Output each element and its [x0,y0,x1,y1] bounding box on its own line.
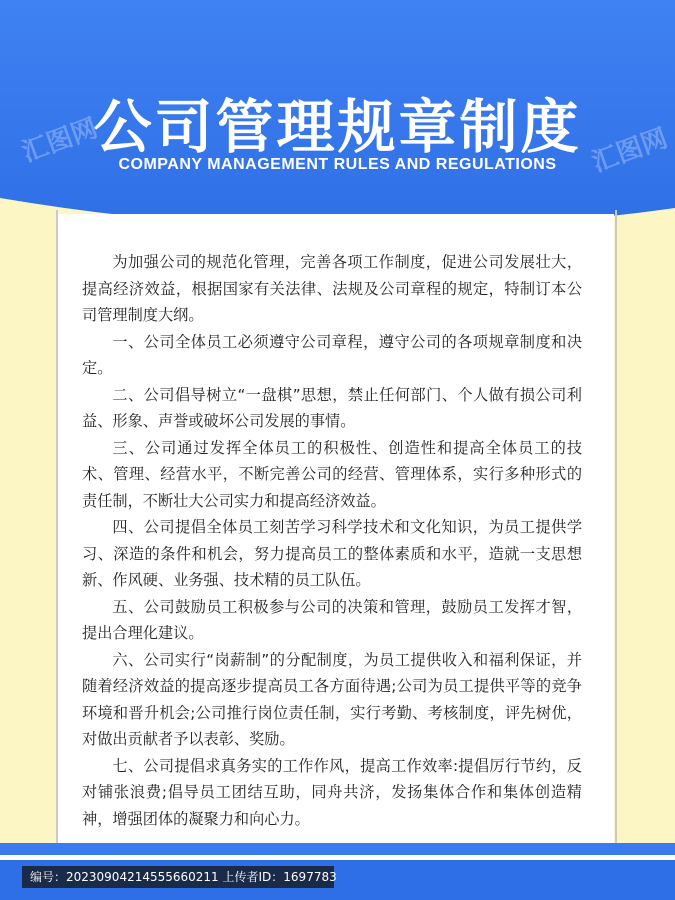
watermark-logo: 汇图网 [18,113,102,169]
article-paragraph: 四、公司提倡全体员工刻苦学习科学技术和文化知识，为员工提供学习、深造的条件和机会，努力提高员工的整体素质和水平，造就一支思想新、作风硬、业务强、技术精的员工队伍。 [82,518,582,589]
article-paragraph: 三、公司通过发挥全体员工的积极性、创造性和提高全体员工的技术、管理、经营水平，不断完善公司的经营、管理体系，实行多种形式的责任制，不断壮大公司实力和提高经济效益。 [82,438,582,510]
article-paragraph: 七、公司提倡求真务实的工作作风，提高工作效率:提倡厉行节约，反对铺张浪费;倡导员工团结互助，同舟共济，发扬集体合作和集体创造精神，增强团体的凝聚力和向心力。 [82,756,582,828]
article-paragraph: 一、公司全体员工必须遵守公司章程，遵守公司的各项规章制度和决定。 [82,332,582,377]
footer-stripe [0,843,675,855]
header-banner [0,0,675,250]
page-subtitle: COMPANY MANAGEMENT RULES AND REGULATIONS [118,156,557,173]
intro-paragraph: 为加强公司的规范化管理，完善各项工作制度，促进公司发展壮大，提高经济效益，根据国家有关法律、法规及公司章程的规定，特制订本公司管理制度大纲。 [82,253,582,324]
watermark-logo: 汇图网 [588,123,672,179]
page-title: 公司管理规章制度 [93,93,582,161]
article-paragraph: 六、公司实行“岗薪制”的分配制度，为员工提供收入和福利保证，并随着经济效益的提高逐步提高员工各方面待遇;公司为员工提供平等的竞争环境和晋升机会;公司推行岗位责任制，实行考勤、考核制度，评先树优，对做出贡献者予以表彰、奖励。 [82,650,582,748]
regulations-body [82,249,582,832]
article-paragraph: 五、公司鼓励员工积极参与公司的决策和管理，鼓励员工发挥才智，提出合理化建议。 [82,597,582,642]
right-divider [615,210,617,850]
article-paragraph: 二、公司倡导树立“一盘棋”思想，禁止任何部门、个人做有损公司利益、形象、声誉或破坏公司发展的事情。 [82,385,582,430]
upload-info: 编号：20230904214555660211 上传者ID：1697783 [22,866,334,888]
